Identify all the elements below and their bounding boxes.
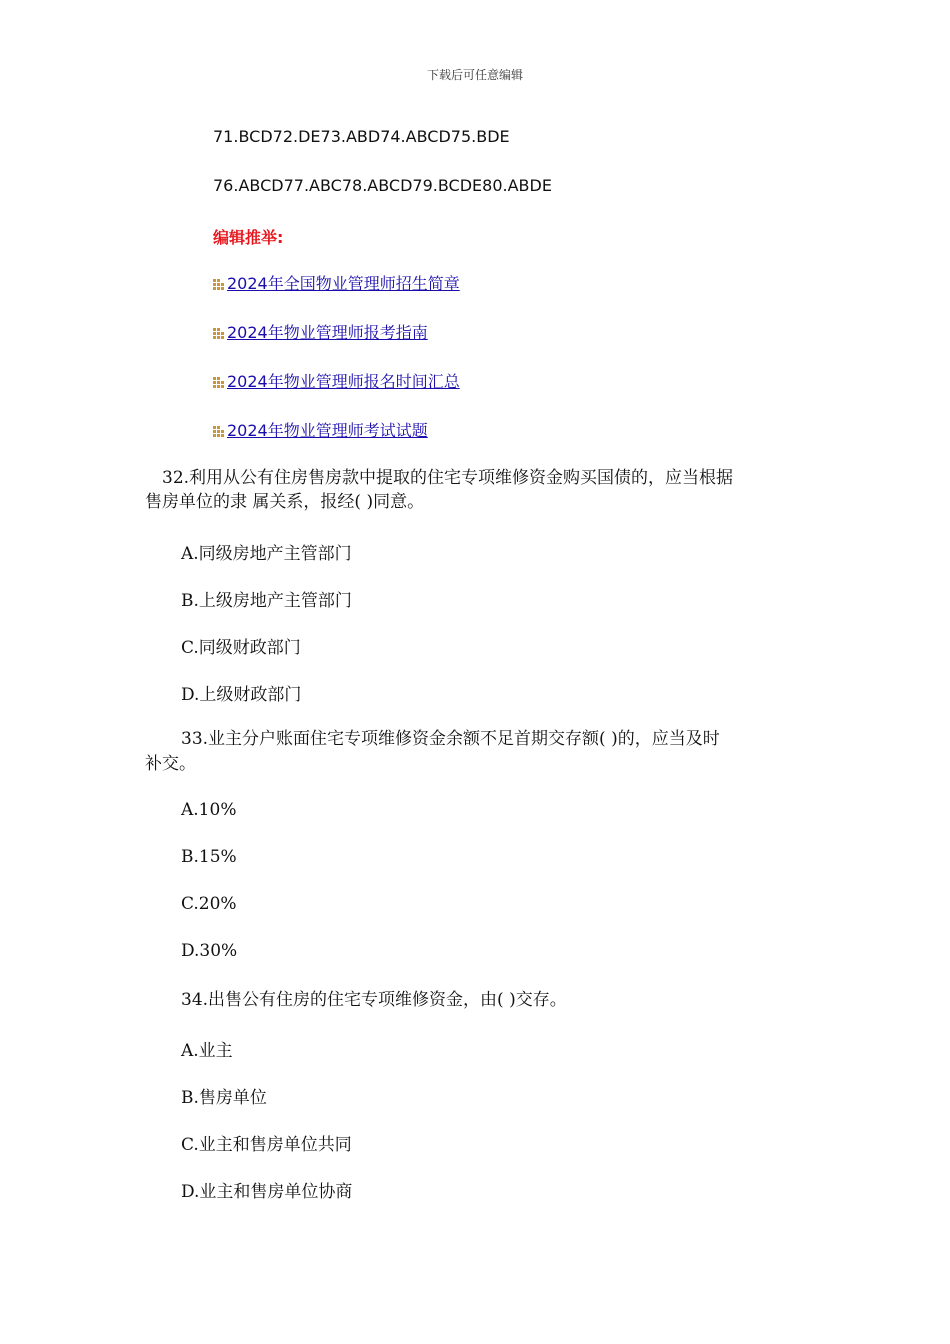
question-34-option-d: D.业主和售房单位协商 xyxy=(181,1182,353,1202)
question-33-option-d: D.30% xyxy=(181,941,238,961)
link-schedule[interactable]: 2024年物业管理师报名时间汇总 xyxy=(227,372,460,391)
link-recruitment[interactable]: 2024年全国物业管理师招生简章 xyxy=(227,274,460,293)
question-34-option-b: B.售房单位 xyxy=(181,1088,267,1108)
question-34-line-1: 34.出售公有住房的住宅专项维修资金，由( )交存。 xyxy=(181,990,567,1010)
link-item-exam[interactable] xyxy=(213,418,428,441)
grid-bullet-icon xyxy=(213,373,226,384)
link-item-recruitment[interactable] xyxy=(213,271,460,294)
question-32-line-1: 32.利用从公有住房售房款中提取的住宅专项维修资金购买国债的，应当根据 xyxy=(162,468,734,488)
grid-bullet-icon xyxy=(213,422,226,433)
link-guide[interactable]: 2024年物业管理师报考指南 xyxy=(227,323,428,342)
link-exam[interactable]: 2024年物业管理师考试试题 xyxy=(227,421,428,440)
question-32-option-b: B.上级房地产主管部门 xyxy=(181,591,352,611)
question-33-option-a: A.10% xyxy=(181,800,237,820)
link-item-schedule[interactable] xyxy=(213,369,460,392)
question-33-line-2: 补交。 xyxy=(145,754,196,774)
answer-line-2: 76.ABCD77.ABC78.ABCD79.BCDE80.ABDE xyxy=(213,176,552,195)
recommend-label: 编辑推举: xyxy=(213,228,284,247)
question-33-option-c: C.20% xyxy=(181,894,237,914)
question-32-option-a: A.同级房地产主管部门 xyxy=(181,544,352,564)
question-33-option-b: B.15% xyxy=(181,847,237,867)
question-32-option-c: C.同级财政部门 xyxy=(181,638,301,658)
question-32-line-2: 售房单位的隶 属关系，报经( )同意。 xyxy=(145,492,425,512)
answer-line-1: 71.BCD72.DE73.ABD74.ABCD75.BDE xyxy=(213,127,510,146)
question-33-line-1: 33.业主分户账面住宅专项维修资金余额不足首期交存额( )的，应当及时 xyxy=(181,729,720,749)
question-32-option-d: D.上级财政部门 xyxy=(181,685,302,705)
grid-bullet-icon xyxy=(213,324,226,335)
grid-bullet-icon xyxy=(213,275,226,286)
question-34-option-c: C.业主和售房单位共同 xyxy=(181,1135,352,1155)
question-34-option-a: A.业主 xyxy=(181,1041,233,1061)
page-header: 下载后可任意编辑 xyxy=(426,68,523,82)
link-item-guide[interactable] xyxy=(213,320,428,343)
